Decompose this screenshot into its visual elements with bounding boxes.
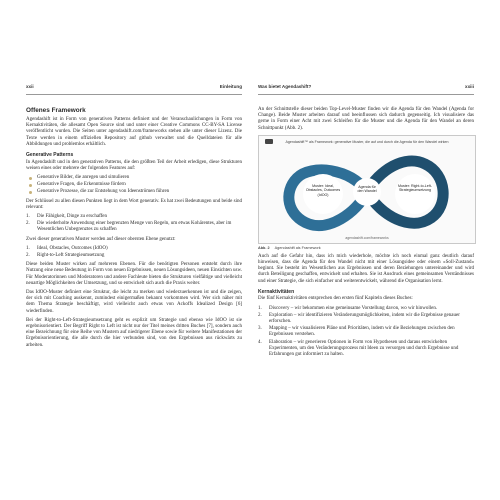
subheading-kernaktivitaeten: Kernaktivitäten: [258, 288, 295, 295]
figure-agendashift-framework: [258, 135, 476, 244]
caption-text: Agendashift als Framework: [274, 245, 321, 250]
paragraph: Die fünf Kernaktivitäten entsprechen den ersten fünf Kapiteln dieses Buches:: [258, 296, 413, 302]
right-node: [395, 174, 435, 214]
running-title-left: Einleitung: [219, 84, 242, 89]
running-title-right: Was bietet Agendashift?: [258, 84, 312, 89]
numbered-list: [258, 306, 474, 359]
numbered-list: [26, 214, 242, 234]
list-item: 2. Exploration – wir identifizieren Veränderungsmöglichkeiten, indem wir die Ergebnisse genauer erforschen.: [258, 312, 460, 324]
paragraph: Bei der Right-to-Left-Strategieumsetzung geht es explizit um Strategie und ebenso wie IdOO ist sie ergebnisorientiert. Der Begriff Right to Left ist nicht nur der Titel meines dritten Buches [7], sondern auch eine Bezeichnung für eine Reihe von Mustern auf niedrigerer Ebene sowie für weitere Manifestationen der Ergebnisorientierung, die alle durch die hier verbunden sind, von den Ergebnissen aus rückwärts zu arbeiten.: [26, 317, 242, 348]
page-number-left: xxii: [26, 84, 34, 89]
list-item: 2. Die wiederholte Anwendung einer begrenzten Menge von Regeln, um etwas Kohärentes, aber im Wesentlichen Unbegrenztes zu schaffen: [26, 221, 232, 233]
list-item: 1. Discovery – wir bekommen eine gemeinsame Vorstellung davon, wo wir hinwollen.: [258, 305, 438, 311]
list-item: 3. Mapping – wir visualisieren Pläne und Prioritäten, indem wir die Beziehungen zwischen den Ergebnissen verstehen.: [258, 326, 455, 338]
list-item: Generative Fragen, die Erkenntnisse fördern: [26, 182, 242, 188]
paragraph: Zwei dieser generativen Muster werden auf dieser obersten Ebene genutzt:: [26, 236, 176, 242]
list-item: 1. Die Fähigkeit, Dinge zu erschaffen: [26, 213, 108, 219]
section-heading-offenes-framework: Offenes Framework: [26, 107, 86, 114]
left-page: [26, 84, 242, 352]
left-loop-label: Muster: Ideal, Obstacles, Outcomes (IdOO): [305, 183, 341, 197]
paragraph: Agendashift ist in Form von generativen Patterns definiert und der Veranschaulichungen in Form von Kernaktivitäten, die allesamt Open Source sind und unter einer Creative Commons CC-BY-SA License veröffentlicht wurden. Die Seiten unter agendashift.com/frameworks stehen alle unter dieser Lizenz. Die Texte werden in einem offiziellen Repository auf github verwaltet und die Quelldateien für alle Abbildungen und problemlos erhältlich.: [26, 117, 242, 147]
subheading-generative-patterns: Generative Patterns: [26, 152, 74, 159]
page-number-right: xxiii: [465, 84, 474, 89]
center-label: Agenda für den Wandel: [357, 184, 377, 194]
numbered-list: [26, 246, 242, 259]
caption-number: Abb. 2: [258, 245, 270, 250]
paragraph: Der Schlüssel zu allen diesen Punkten liegt in dem Wort generativ. Es hat zwei Bedeutungen und beide sind relevant:: [26, 198, 242, 210]
paragraph: An der Schnittstelle dieser beiden Top-Level-Muster finden wir die Agenda für den Wandel (Agenda for Change). Beide Muster arbeiten darauf und beeinflussen sich dadurch gegenseitig. Ich visualisiere das gerne in Form einer Acht mit zwei Schleifen für die Muster und die Agenda für den Wandel an deren Schnittpunkt (Abb. 2).: [258, 107, 474, 131]
list-item: Generative Bilder, die anregen und simulieren: [26, 175, 242, 181]
list-item: 4. Elaboration – wir generieren Optionen in Form von Hypothesen und daraus entwickelten Experimenten, um den Veränderungsprozess mit Ideen zu versorgen und durch Ergebnisse und Erfahrungen gut informiert zu halten.: [258, 339, 459, 357]
figure-title: Agendashift™ als Framework: generative Muster, die auf und durch die Agenda für den Wandel wirken: [285, 139, 449, 144]
figure-caption: [258, 246, 474, 250]
right-loop-label: Muster: Right-to-Left-Strategieumsetzung: [398, 183, 432, 193]
paragraph: Diese beiden Muster wirken auf mehreren Ebenen. Für die benötigten Personen entsteht durch ihre Nutzung eine neue Bedeutung in Form von neuen Ergebnissen, neuen Lösungsideen, neuen Einsichten usw. Für Moderatorinnen und Moderatoren und andere Fachleute bieten die Strukturen vielfältige und vielleicht neuartige Möglichkeiten der Umsetzung, und so entwickelt sich auch die Praxis weiter.: [26, 262, 242, 286]
running-head-right: [258, 84, 474, 95]
figure-credit: agendashift.com/frameworks: [345, 235, 389, 240]
list-item: Generative Prozesse, die zur Entstehung von Ideenströmen führen: [26, 189, 242, 195]
list-item: 1. Ideal, Obstacles, Outcomes (IdOO): [26, 245, 108, 251]
bullet-list: [26, 175, 242, 196]
paragraph: Das IdOO-Muster definiert eine Struktur, die leicht zu merken und wiederzuerkennen ist und die zeigen, der sich mit Coaching auskennt, zumindest einigermaßen bekannt vorkommen wird. Wer sich näher mit dem Thema Strategie beschäftigt, wird vielleicht auch etwas von Ackoffs Idealized Design [6] wiederfinden.: [26, 289, 242, 314]
list-item: 2. Right-to-Left Strategieumsetzung: [26, 252, 105, 258]
right-page: [258, 84, 474, 361]
paragraph: In Agendashift und in den generativen Patterns, die den größten Teil der Arbeit erledigen, diese Strukturen weisen eines oder mehrere der folgenden Features auf:: [26, 159, 242, 171]
paragraph: Auch auf die Gefahr hin, dass ich mich wiederhole, möchte ich noch einmal ganz deutlich darauf hinweisen, dass die Agenda für den Wandel nicht mit einer Lösungsidee oder einem »Soll-Zustand« beginnt. Sie besteht im Wesentlichen aus Ergebnissen und deren Beziehungen untereinander und wird durch Beteiligung geschaffen, entwickelt und erhalten. Sie ist Ausdruck eines gemeinsamen Verständnisses und einer Strategie, die sich einfacher und weiterentwickelt, während die Organisation lernt.: [258, 253, 474, 284]
running-head-left: [26, 84, 242, 95]
